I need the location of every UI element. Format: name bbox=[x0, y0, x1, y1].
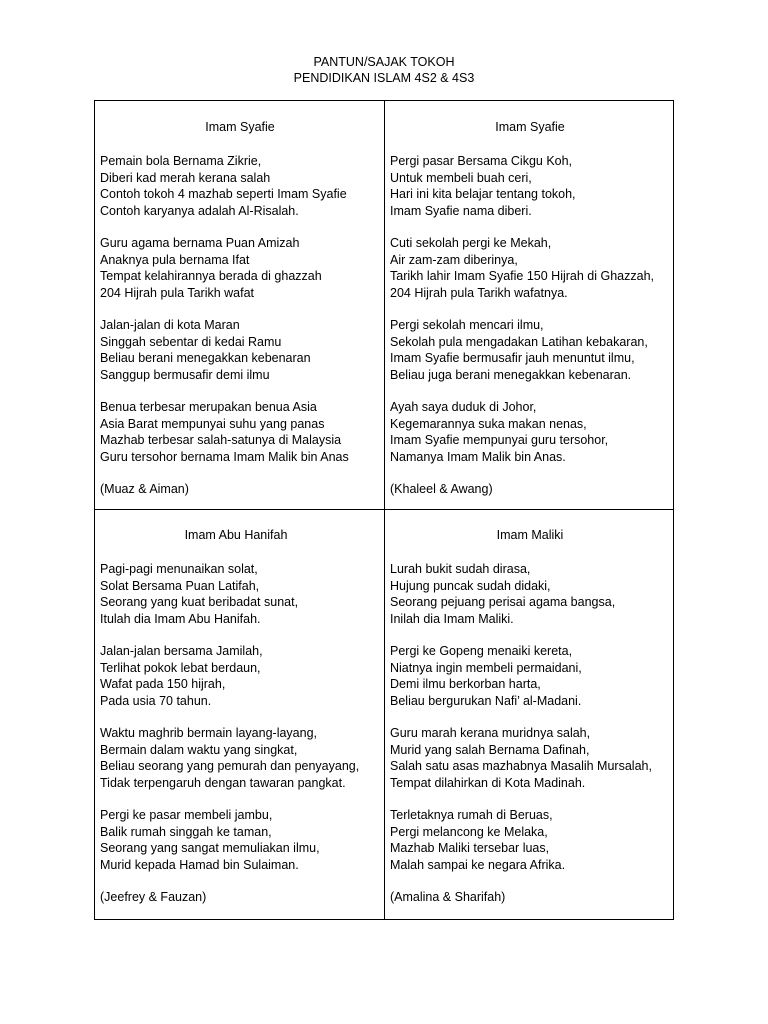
verse-line: Jalan-jalan di kota Maran bbox=[100, 318, 240, 332]
cell-heading: Imam Maliki bbox=[496, 528, 564, 542]
verse-line: Waktu maghrib bermain layang-layang, bbox=[100, 726, 318, 740]
verse-line: Beliau bergurukan Nafi’ al-Madani. bbox=[390, 693, 582, 708]
verse-line: Pergi pasar Bersama Cikgu Koh, bbox=[390, 154, 573, 168]
cell-authors: (Khaleel & Awang) bbox=[390, 482, 493, 496]
stanza bbox=[390, 235, 670, 301]
verse-line: Pagi-pagi menunaikan solat, bbox=[100, 562, 258, 576]
verse-line: Imam Syafie nama diberi. bbox=[390, 203, 532, 218]
verse-line: Solat Bersama Puan Latifah, bbox=[100, 578, 260, 593]
verse-line: Malah sampai ke negara Afrika. bbox=[390, 857, 566, 872]
verse-line: 204 Hijrah pula Tarikh wafat bbox=[100, 285, 255, 300]
verse-line: Mazhab Maliki tersebar luas, bbox=[390, 841, 550, 855]
cell-authors: (Jeefrey & Fauzan) bbox=[100, 890, 207, 904]
verse-line: Terletaknya rumah di Beruas, bbox=[390, 808, 553, 822]
verse-line: Terlihat pokok lebat berdaun, bbox=[100, 660, 261, 675]
pantun-table bbox=[94, 100, 674, 920]
verse-line: Pada usia 70 tahun. bbox=[100, 693, 212, 708]
verse-line: Itulah dia Imam Abu Hanifah. bbox=[100, 611, 261, 626]
verse-line: Kegemarannya suka makan nenas, bbox=[390, 416, 587, 431]
verse-line: Namanya Imam Malik bin Anas. bbox=[390, 449, 566, 464]
verse-line: Niatnya ingin membeli permaidani, bbox=[390, 660, 582, 675]
page-title bbox=[0, 54, 768, 86]
verse-line: Tempat kelahirannya berada di ghazzah bbox=[100, 269, 322, 283]
cell-heading: Imam Syafie bbox=[495, 120, 565, 134]
verse-line: Pergi melancong ke Melaka, bbox=[390, 824, 548, 839]
stanza bbox=[100, 235, 380, 301]
stanza bbox=[100, 807, 380, 873]
verse-line: Demi ilmu berkorban harta, bbox=[390, 677, 541, 691]
stanza bbox=[100, 153, 380, 219]
stanza bbox=[100, 399, 380, 465]
verse-line: Diberi kad merah kerana salah bbox=[100, 170, 271, 185]
pantun-cell-imam-maliki bbox=[390, 527, 670, 905]
verse-line: Salah satu asas mazhabnya Masalih Mursalah, bbox=[390, 759, 652, 773]
verse-line: Hari ini kita belajar tentang tokoh, bbox=[390, 187, 576, 201]
stanza-list bbox=[390, 561, 670, 873]
stanza bbox=[100, 725, 380, 791]
verse-line: Pergi ke Gopeng menaiki kereta, bbox=[390, 644, 573, 658]
cell-authors: (Muaz & Aiman) bbox=[100, 482, 189, 496]
verse-line: Seorang yang sangat memuliakan ilmu, bbox=[100, 841, 320, 855]
verse-line: Balik rumah singgah ke taman, bbox=[100, 824, 272, 839]
stanza-list bbox=[390, 153, 670, 465]
cell-heading: Imam Abu Hanifah bbox=[184, 528, 288, 542]
cell-authors: (Amalina & Sharifah) bbox=[390, 890, 506, 904]
stanza bbox=[390, 399, 670, 465]
verse-line: Inilah dia Imam Maliki. bbox=[390, 611, 514, 626]
verse-line: Pemain bola Bernama Zikrie, bbox=[100, 154, 262, 168]
verse-line: Bermain dalam waktu yang singkat, bbox=[100, 742, 298, 757]
verse-line: Air zam-zam diberinya, bbox=[390, 252, 518, 267]
verse-line: Cuti sekolah pergi ke Mekah, bbox=[390, 236, 552, 250]
verse-line: Murid yang salah Bernama Dafinah, bbox=[390, 742, 590, 757]
verse-line: Hujung puncak sudah didaki, bbox=[390, 578, 551, 593]
verse-line: 204 Hijrah pula Tarikh wafatnya. bbox=[390, 285, 568, 300]
verse-line: Murid kepada Hamad bin Sulaiman. bbox=[100, 857, 299, 872]
verse-line: Asia Barat mempunyai suhu yang panas bbox=[100, 416, 325, 431]
verse-line: Lurah bukit sudah dirasa, bbox=[390, 562, 531, 576]
verse-line: Tempat dilahirkan di Kota Madinah. bbox=[390, 775, 586, 790]
verse-line: Sanggup bermusafir demi ilmu bbox=[100, 367, 270, 382]
pantun-cell-imam-syafie-2 bbox=[390, 119, 670, 497]
verse-line: Guru tersohor bernama Imam Malik bin Anas bbox=[100, 449, 349, 464]
verse-line: Seorang pejuang perisai agama bangsa, bbox=[390, 595, 616, 609]
cell-heading: Imam Syafie bbox=[205, 120, 275, 134]
verse-line: Jalan-jalan bersama Jamilah, bbox=[100, 644, 263, 658]
stanza bbox=[390, 561, 670, 627]
verse-line: Contoh tokoh 4 mazhab seperti Imam Syafie bbox=[100, 187, 347, 201]
verse-line: Pergi ke pasar membeli jambu, bbox=[100, 808, 273, 822]
stanza bbox=[100, 643, 380, 709]
page-title-line-1: PANTUN/SAJAK TOKOH bbox=[313, 55, 455, 69]
verse-line: Beliau juga berani menegakkan kebenaran. bbox=[390, 367, 632, 382]
verse-line: Wafat pada 150 hijrah, bbox=[100, 677, 226, 691]
verse-line: Imam Syafie mempunyai guru tersohor, bbox=[390, 433, 609, 447]
stanza-list bbox=[100, 561, 380, 873]
verse-line: Beliau berani menegakkan kebenaran bbox=[100, 351, 311, 365]
verse-line: Tarikh lahir Imam Syafie 150 Hijrah di Ghazzah, bbox=[390, 269, 655, 283]
stanza bbox=[390, 725, 670, 791]
table-column-divider bbox=[384, 101, 385, 919]
stanza-list bbox=[100, 153, 380, 465]
verse-line: Untuk membeli buah ceri, bbox=[390, 170, 532, 185]
verse-line: Beliau seorang yang pemurah dan penyayang, bbox=[100, 759, 360, 773]
verse-line: Ayah saya duduk di Johor, bbox=[390, 400, 537, 414]
verse-line: Guru agama bernama Puan Amizah bbox=[100, 236, 300, 250]
page-title-line-2: PENDIDIKAN ISLAM 4S2 & 4S3 bbox=[293, 71, 475, 85]
verse-line: Pergi sekolah mencari ilmu, bbox=[390, 318, 544, 332]
stanza bbox=[100, 561, 380, 627]
pantun-cell-imam-syafie-1 bbox=[100, 119, 380, 497]
stanza bbox=[390, 643, 670, 709]
pantun-cell-imam-abu-hanifah bbox=[100, 527, 380, 905]
verse-line: Anaknya pula bernama Ifat bbox=[100, 252, 250, 267]
verse-line: Sekolah pula mengadakan Latihan kebakaran, bbox=[390, 334, 648, 349]
table-row-divider bbox=[95, 509, 673, 510]
verse-line: Contoh karyanya adalah Al-Risalah. bbox=[100, 203, 299, 218]
verse-line: Singgah sebentar di kedai Ramu bbox=[100, 334, 282, 349]
stanza bbox=[390, 807, 670, 873]
stanza bbox=[100, 317, 380, 383]
verse-line: Seorang yang kuat beribadat sunat, bbox=[100, 595, 299, 609]
verse-line: Tidak terpengaruh dengan tawaran pangkat. bbox=[100, 775, 346, 790]
verse-line: Guru marah kerana muridnya salah, bbox=[390, 726, 591, 740]
stanza bbox=[390, 153, 670, 219]
verse-line: Imam Syafie bermusafir jauh menuntut ilmu, bbox=[390, 351, 635, 365]
verse-line: Mazhab terbesar salah-satunya di Malaysia bbox=[100, 433, 342, 447]
verse-line: Benua terbesar merupakan benua Asia bbox=[100, 400, 317, 414]
stanza bbox=[390, 317, 670, 383]
